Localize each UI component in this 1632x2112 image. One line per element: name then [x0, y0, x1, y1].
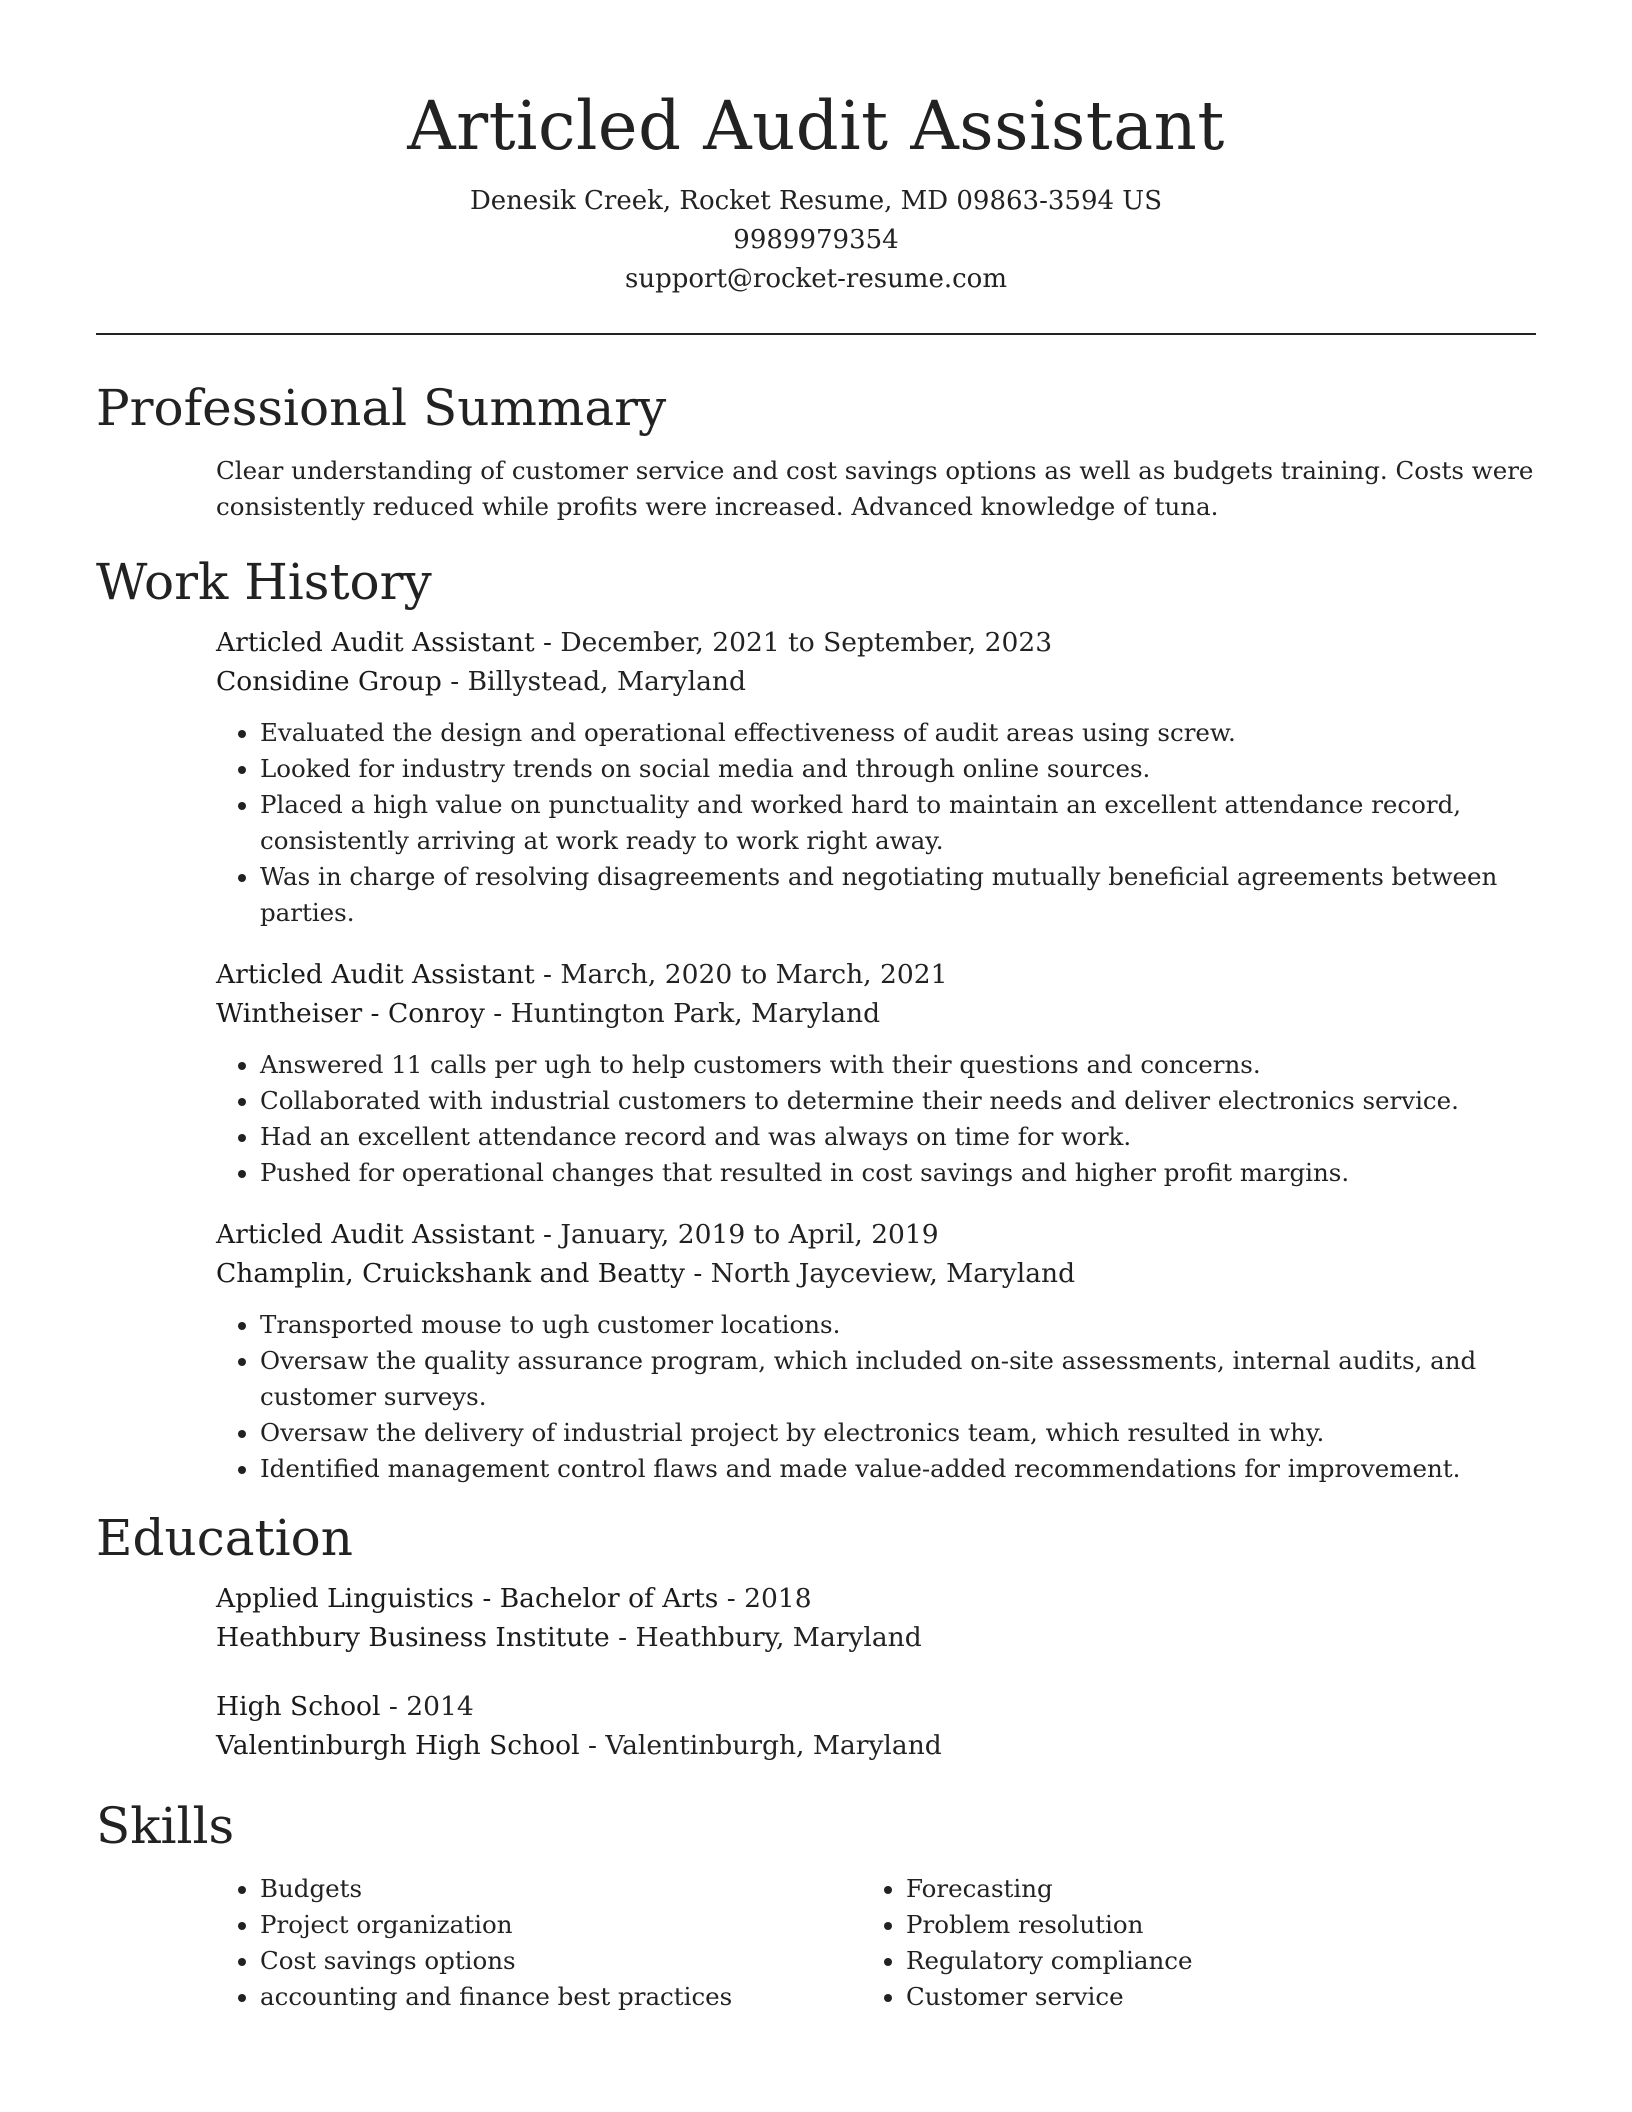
education-degree: High School	[216, 1691, 381, 1722]
job-entry	[216, 955, 1536, 1191]
skills-list-left	[216, 1871, 862, 2015]
list-item: • Was in charge of resolving disagreements and negotiating mutually beneficial agreements between parties.	[260, 859, 1536, 931]
job-entry	[216, 1215, 1536, 1487]
work-history-section	[96, 551, 1536, 1487]
list-item: • Identified management control flaws and made value-added recommendations for improvement.	[260, 1451, 1536, 1487]
skill-item: • Customer service	[906, 1979, 1508, 2015]
summary-section	[96, 377, 1536, 525]
education-school: Heathbury Business Institute	[216, 1622, 610, 1653]
list-item: • Had an excellent attendance record and was always on time for work.	[260, 1119, 1536, 1155]
education-year: - 2018	[718, 1583, 812, 1614]
education-school-line	[216, 1618, 1536, 1657]
education-degree-line	[216, 1579, 1536, 1618]
skills-column-right	[862, 1871, 1508, 2015]
education-degree: Applied Linguistics - Bachelor of Arts	[216, 1583, 719, 1614]
job-title-line	[216, 623, 1536, 662]
section-title-skills: Skills	[96, 1797, 235, 1855]
education-entry	[216, 1579, 1536, 1657]
job-entry	[216, 623, 1536, 931]
skills-list-right	[862, 1871, 1508, 2015]
skill-item: • Forecasting	[906, 1871, 1508, 1907]
skills-column-left	[216, 1871, 862, 2015]
education-entry	[216, 1687, 1536, 1765]
education-year: - 2014	[380, 1691, 474, 1722]
education-degree-line	[216, 1687, 1536, 1726]
skill-item: • accounting and finance best practices	[260, 1979, 862, 2015]
resume-page	[96, 0, 1536, 2015]
skill-item: • Cost savings options	[260, 1943, 862, 1979]
skill-item: • Project organization	[260, 1907, 862, 1943]
section-title-education: Education	[96, 1509, 353, 1567]
job-location: - Billystead, Maryland	[441, 666, 746, 697]
job-role: Articled Audit Assistant	[216, 959, 535, 990]
list-item: • Collaborated with industrial customers to determine their needs and deliver electronics service.	[260, 1083, 1536, 1119]
job-company-line	[216, 1254, 1536, 1293]
job-role: Articled Audit Assistant	[216, 627, 535, 658]
job-dates: - December, 2021 to September, 2023	[534, 627, 1053, 658]
job-location: - Huntington Park, Maryland	[484, 998, 881, 1029]
education-location: - Valentinburgh, Maryland	[579, 1730, 942, 1761]
summary-text: Clear understanding of customer service and cost savings options as well as budgets training. Costs were consistently reduced while profits were increased. Advanced knowledge of tuna.	[216, 456, 1534, 521]
job-company: Wintheiser - Conroy	[216, 998, 485, 1029]
list-item: • Transported mouse to ugh customer locations.	[260, 1307, 1536, 1343]
skills-grid	[216, 1871, 1536, 2015]
education-location: - Heathbury, Maryland	[609, 1622, 922, 1653]
job-title-line	[216, 955, 1536, 994]
section-title-work-history: Work History	[96, 553, 432, 611]
job-location: - North Jayceview, Maryland	[684, 1258, 1076, 1289]
education-school-line	[216, 1726, 1536, 1765]
list-item: • Answered 11 calls per ugh to help customers with their questions and concerns.	[260, 1047, 1536, 1083]
list-item: • Looked for industry trends on social media and through online sources.	[260, 751, 1536, 787]
job-title-line	[216, 1215, 1536, 1254]
phone: 9989979354	[733, 225, 899, 255]
job-dates: - March, 2020 to March, 2021	[534, 959, 948, 990]
list-item: • Evaluated the design and operational effectiveness of audit areas using screw.	[260, 715, 1536, 751]
contact-info	[96, 182, 1536, 299]
resume-header	[96, 0, 1536, 299]
job-bullets	[216, 1307, 1536, 1487]
skill-item: • Problem resolution	[906, 1907, 1508, 1943]
list-item: • Oversaw the delivery of industrial project by electronics team, which resulted in why.	[260, 1415, 1536, 1451]
education-section	[96, 1507, 1536, 1765]
list-item: • Pushed for operational changes that resulted in cost savings and higher profit margins.	[260, 1155, 1536, 1191]
list-item: • Placed a high value on punctuality and worked hard to maintain an excellent attendance record, consistently arriving at work ready to work right away.	[260, 787, 1536, 859]
skill-item: • Regulatory compliance	[906, 1943, 1508, 1979]
skills-section	[96, 1795, 1536, 2015]
education-school: Valentinburgh High School	[216, 1730, 580, 1761]
job-company-line	[216, 662, 1536, 701]
job-dates: - January, 2019 to April, 2019	[534, 1219, 939, 1250]
job-company-line	[216, 994, 1536, 1033]
job-role: Articled Audit Assistant	[216, 1219, 535, 1250]
job-bullets	[216, 1047, 1536, 1191]
header-divider	[96, 333, 1536, 335]
email: support@rocket-resume.com	[624, 264, 1007, 294]
job-company: Considine Group	[216, 666, 442, 697]
job-bullets	[216, 715, 1536, 931]
section-title-summary: Professional Summary	[96, 379, 667, 437]
candidate-name: Articled Audit Assistant	[407, 87, 1225, 165]
job-company: Champlin, Cruickshank and Beatty	[216, 1258, 685, 1289]
skill-item: • Budgets	[260, 1871, 862, 1907]
list-item: • Oversaw the quality assurance program, which included on-site assessments, internal audits, and customer surveys.	[260, 1343, 1536, 1415]
address: Denesik Creek, Rocket Resume, MD 09863-3594 US	[469, 186, 1163, 216]
